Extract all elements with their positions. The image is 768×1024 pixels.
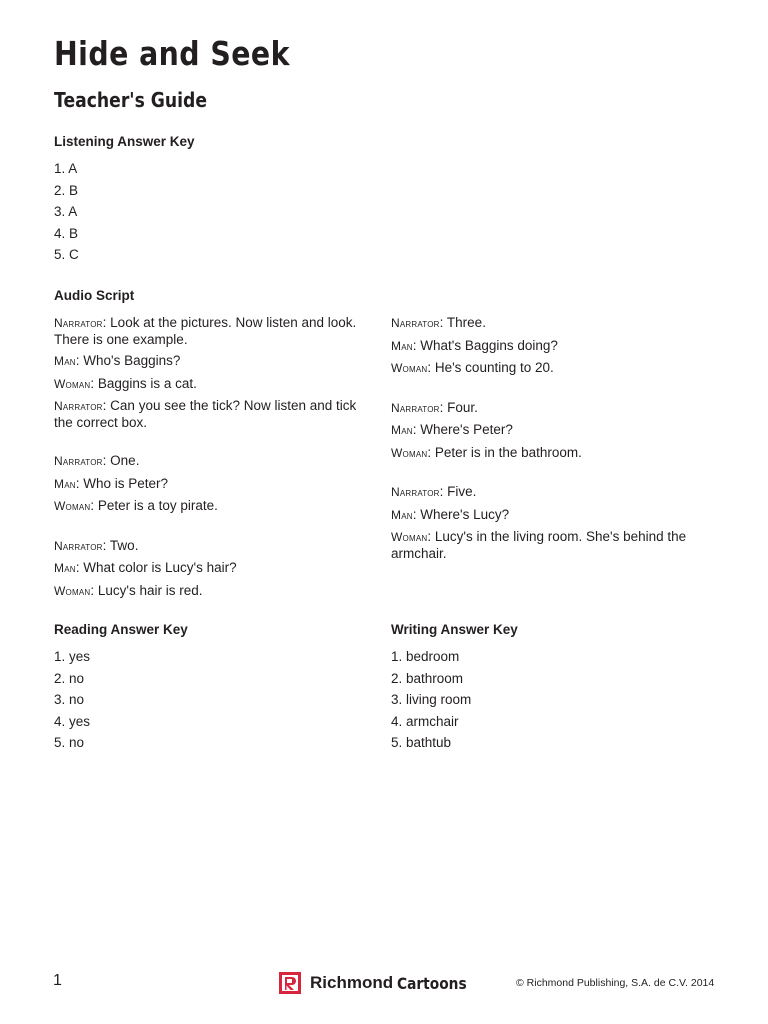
script-text: One. — [106, 453, 140, 468]
script-line: Man: What's Baggins doing? — [391, 337, 558, 353]
writing-heading: Writing Answer Key — [391, 622, 518, 637]
speaker-label: Man — [54, 476, 76, 491]
script-line: Woman: Baggins is a cat. — [54, 375, 197, 391]
speaker-label: Woman — [391, 530, 428, 544]
list-item: 5. no — [54, 735, 85, 750]
list-item: 4. B — [54, 225, 79, 241]
speaker-label: Narrator — [391, 485, 440, 499]
script-line: Man: What color is Lucy's hair? — [54, 560, 237, 575]
speaker-label: Woman — [391, 445, 428, 460]
speaker-label: Narrator — [391, 316, 440, 330]
script-block-intro — [54, 315, 364, 430]
speaker-label: Narrator — [54, 399, 103, 413]
list-item: 3. no — [54, 692, 85, 707]
listening-heading: Listening Answer Key — [54, 134, 195, 149]
script-line: Narrator: Five. — [391, 484, 477, 499]
page-number: 1 — [53, 972, 62, 989]
script-line: Man: Where's Lucy? — [391, 506, 510, 522]
script-text: He's counting to 20. — [431, 360, 554, 375]
script-text: Who's Baggins? — [79, 353, 181, 368]
script-text: What color is Lucy's hair? — [79, 560, 237, 575]
script-text: Lucy's in the living room. She's behind the armchair. — [391, 529, 687, 561]
audio-script-right-column — [391, 315, 701, 567]
script-line: Man: Where's Peter? — [391, 422, 513, 437]
list-item: 4. armchair — [391, 713, 459, 729]
script-line: Narrator: Can you see the tick? Now listen and tick the correct box. — [54, 398, 357, 430]
script-text: Four. — [443, 399, 478, 415]
script-line: Woman: Lucy's hair is red. — [54, 582, 203, 598]
script-line: Man: Who's Baggins? — [54, 353, 181, 368]
script-text: Five. — [443, 484, 477, 499]
copyright-notice: © Richmond Publishing, S.A. de C.V. 2014 — [516, 977, 715, 989]
list-item: 2. B — [54, 182, 79, 198]
speaker-label: Woman — [54, 499, 91, 513]
page-subtitle: Teacher's Guide — [54, 88, 208, 112]
speaker-label: Man — [54, 561, 76, 575]
brand-name-richmond: Richmond — [310, 973, 394, 992]
speaker-label: Narrator — [391, 400, 440, 415]
brand-name-cartoons: Cartoons — [397, 973, 467, 993]
script-text: Where's Peter? — [416, 422, 513, 437]
script-text: Baggins is a cat. — [94, 375, 197, 391]
list-item: 3. living room — [391, 692, 472, 707]
script-block-two — [54, 538, 364, 600]
script-line: Woman: He's counting to 20. — [391, 360, 554, 375]
page-title: Hide and Seek — [54, 34, 290, 73]
reading-heading: Reading Answer Key — [54, 622, 188, 637]
script-line: Woman: Peter is a toy pirate. — [54, 498, 218, 513]
script-block-five — [391, 484, 701, 561]
script-text: Two. — [106, 537, 139, 553]
speaker-label: Man — [391, 423, 413, 437]
speaker-label: Narrator — [54, 538, 103, 553]
speaker-label: Narrator — [54, 316, 103, 330]
script-text: Three. — [443, 315, 486, 330]
script-line: Narrator: One. — [54, 453, 140, 468]
list-item: 5. bathtub — [391, 735, 452, 750]
speaker-label: Man — [54, 354, 76, 368]
reading-answer-list — [54, 646, 90, 754]
list-item: 3. A — [54, 204, 78, 219]
script-text: Where's Lucy? — [416, 506, 510, 522]
script-text: What's Baggins doing? — [416, 337, 558, 353]
listening-answer-list — [54, 158, 79, 266]
script-text: Lucy's hair is red. — [94, 582, 203, 598]
script-line: Narrator: Look at the pictures. Now listen and look. There is one example. — [54, 315, 357, 347]
script-text: Peter is a toy pirate. — [94, 498, 218, 513]
list-item: 1. A — [54, 161, 78, 176]
speaker-label: Woman — [54, 376, 91, 391]
speaker-label: Woman — [391, 361, 428, 375]
script-text: Look at the pictures. Now listen and look. There is one example. — [54, 315, 357, 347]
speaker-label: Man — [391, 507, 413, 522]
script-block-three — [391, 315, 701, 377]
script-text: Who is Peter? — [79, 475, 169, 491]
writing-answer-list — [391, 646, 471, 754]
script-text: Can you see the tick? Now listen and tick the correct box. — [54, 398, 357, 430]
speaker-label: Narrator — [54, 454, 103, 468]
list-item: 2. no — [54, 670, 85, 686]
script-line: Narrator: Two. — [54, 537, 139, 553]
list-item: 4. yes — [54, 713, 91, 729]
richmond-cartoons-logo — [279, 970, 478, 996]
richmond-logo-icon — [279, 972, 301, 994]
script-block-four — [391, 400, 701, 462]
script-text: Peter is in the bathroom. — [431, 444, 582, 460]
script-line: Narrator: Four. — [391, 399, 478, 415]
audio-script-heading: Audio Script — [54, 288, 135, 303]
audio-script-left-column — [54, 315, 364, 605]
script-line: Man: Who is Peter? — [54, 475, 169, 491]
script-block-one — [54, 453, 364, 515]
list-item: 1. bedroom — [391, 649, 460, 664]
list-item: 5. C — [54, 247, 79, 262]
list-item: 2. bathroom — [391, 670, 464, 686]
script-line: Narrator: Three. — [391, 315, 486, 330]
script-line: Woman: Peter is in the bathroom. — [391, 444, 582, 460]
speaker-label: Man — [391, 338, 413, 353]
list-item: 1. yes — [54, 649, 91, 664]
script-line: Woman: Lucy's in the living room. She's behind the armchair. — [391, 529, 687, 561]
speaker-label: Woman — [54, 583, 91, 598]
